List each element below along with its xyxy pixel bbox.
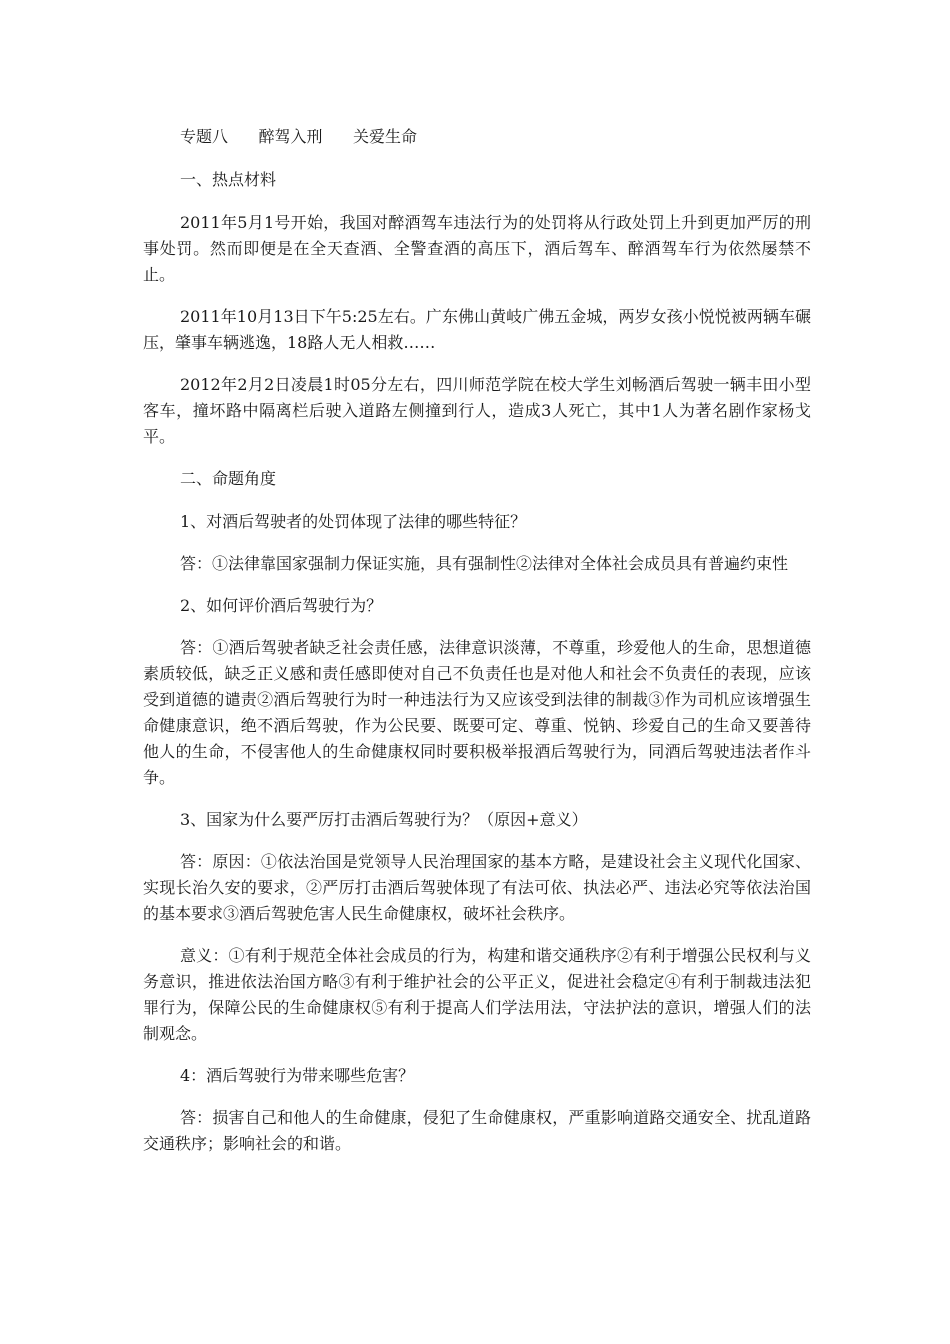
material-paragraph-2: 2011年10月13日下午5:25左右。广东佛山黄岐广佛五金城，两岁女孩小悦悦被两辆车碾压，肇事车辆逃逸，18路人无人相救…… xyxy=(143,307,811,352)
answer-3-reasons: 答：原因：①依法治国是党领导人民治理国家的基本方略，是建设社会主义现代化国家、实现长治久安的要求，②严厉打击酒后驾驶体现了有法可依、执法必严、违法必究等依法治国的基本要求③酒后驾驶危害人民生命健康权，破坏社会秩序。 xyxy=(143,852,811,923)
answer-4: 答：损害自己和他人的生命健康，侵犯了生命健康权，严重影响道路交通安全、扰乱道路交通秩序；影响社会的和谐。 xyxy=(143,1108,811,1153)
question-3: 3、国家为什么要严厉打击酒后驾驶行为？（原因+意义） xyxy=(180,810,588,829)
material-paragraph-3: 2012年2月2日凌晨1时05分左右，四川师范学院在校大学生刘畅酒后驾驶一辆丰田小型客车，撞坏路中隔离栏后驶入道路左侧撞到行人，造成3人死亡，其中1人为著名剧作家杨戈平。 xyxy=(143,375,811,446)
material-paragraph-1: 2011年5月1号开始，我国对醉酒驾车违法行为的处罚将从行政处罚上升到更加严厉的刑事处罚。然而即便是在全天查酒、全警查酒的高压下，酒后驾车、醉酒驾车行为依然屡禁不止。 xyxy=(143,213,811,284)
question-1: 1、对酒后驾驶者的处罚体现了法律的哪些特征？ xyxy=(180,512,527,531)
question-2: 2、如何评价酒后驾驶行为？ xyxy=(180,596,383,615)
section-heading-question-angles: 二、命题角度 xyxy=(180,469,277,488)
answer-2: 答：①酒后驾驶者缺乏社会责任感，法律意识淡薄，不尊重，珍爱他人的生命，思想道德素质较低，缺乏正义感和责任感即使对自己不负责任也是对他人和社会不负责任的表现，应该受到道德的谴责②酒后驾驶行为时一种违法行为又应该受到法律的制裁③作为司机应该增强生命健康意识，绝不酒后驾驶，作为公民要、既要可定、尊重、悦钠、珍爱自己的生命又要善待他人的生命，不侵害他人的生命健康权同时要积极举报酒后驾驶行为，同酒后驾驶违法者作斗争。 xyxy=(143,638,811,787)
answer-1: 答：①法律靠国家强制力保证实施，具有强制性②法律对全体社会成员具有普遍约束性 xyxy=(180,554,789,573)
answer-3-significance: 意义：①有利于规范全体社会成员的行为，构建和谐交通秩序②有利于增强公民权利与义务意识，推进依法治国方略③有利于维护社会的公平正义，促进社会稳定④有利于制裁违法犯罪行为，保障公民的生命健康权⑤有利于提高人们学法用法，守法护法的意识，增强人们的法制观念。 xyxy=(143,946,811,1043)
question-4: 4：酒后驾驶行为带来哪些危害？ xyxy=(180,1066,415,1085)
document-title: 专题八 醉驾入刑 关爱生命 xyxy=(180,127,418,146)
section-heading-hot-materials: 一、热点材料 xyxy=(180,170,277,189)
document-body xyxy=(143,124,811,1173)
